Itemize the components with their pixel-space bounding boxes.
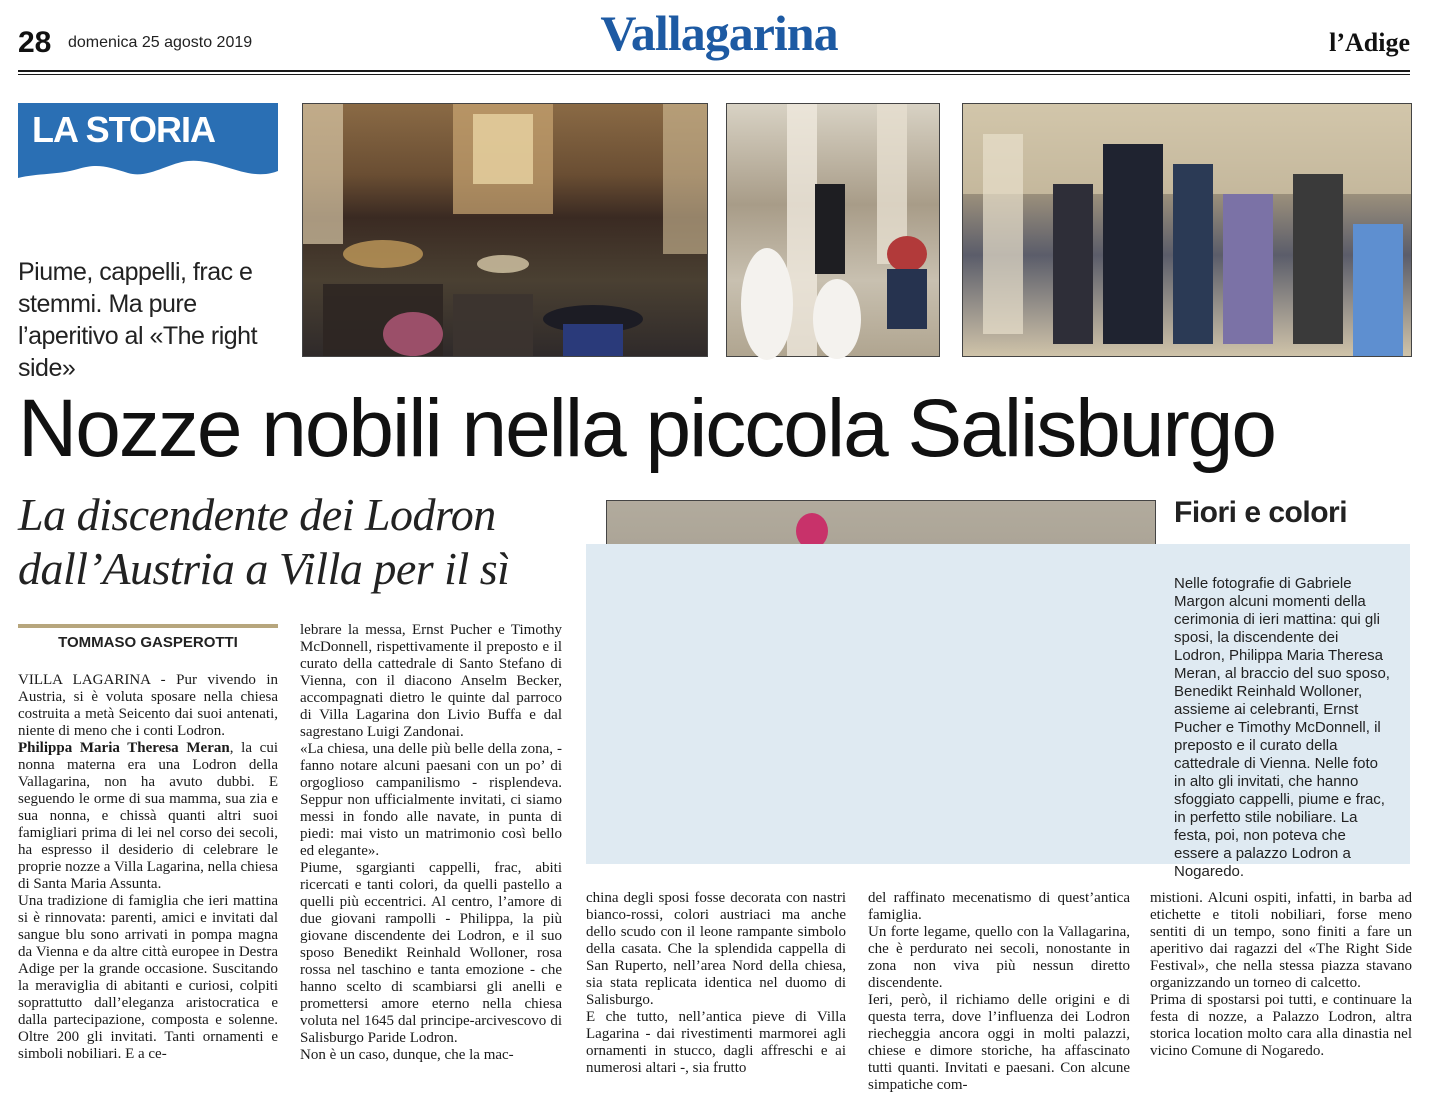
article-paragraph: E che tutto, nell’antica pieve di Villa Lagarina - dai rivestimenti marmorei agli ornamenti in stucco, dagli affreschi e ai numerosi altari -, sia frutto bbox=[586, 1009, 846, 1076]
headline: Nozze nobili nella piccola Salisburgo bbox=[18, 383, 1275, 474]
header-rule-thin bbox=[18, 74, 1410, 75]
article-paragraph: china degli sposi fosse decorata con nastri bianco-rossi, colori austriaci ma anche dello scudo con il leone rampante simbolo della casata. Che la splendida cappella di San Ruperto, nell’area Nord della chiesa, sia stata replicata identica nel duomo di Salisburgo. bbox=[586, 890, 846, 1008]
article-paragraph: Piume, sgargianti cappelli, frac, abiti ricercati e tanti colori, da quelli pastello a quelli più eccentrici. Al centro, l’amore di due giovani rampolli - Philippa, la più giovane discendente dei Lodron, e il suo sposo Benedikt Reinhald Wolloner, rosa rossa nel taschino e tanta emozione - che hanno scelto di scambiarsi gli anelli e promettersi amore eterno nella chiesa voluta nel 1645 dal principe-arcivescovo di Salisburgo Paride Lodron. bbox=[300, 860, 562, 1046]
article-column-3 bbox=[586, 890, 846, 1084]
publication-date: domenica 25 agosto 2019 bbox=[68, 34, 253, 51]
article-paragraph: lebrare la messa, Ernst Pucher e Timothy McDonnell, rispettivamente il preposto e il curato della cattedrale di Santo Stefano di Vienna, con il diacono Anselm Becker, accompagnati dietro le quinte dal parroco di Villa Lagarina don Livio Buffa e dal sagrestano Luigi Zandonai. bbox=[300, 622, 562, 740]
article-paragraph: Prima di spostarsi poi tutti, e continuare la festa di nozze, a Palazzo Lodron, altra storica location molto cara alla dinastia nel vicino Comune di Nogaredo. bbox=[1150, 992, 1412, 1059]
header-rule bbox=[18, 70, 1410, 72]
sidebar-title: Fiori e colori bbox=[1174, 496, 1348, 529]
article-column-4 bbox=[868, 890, 1130, 1093]
photo-church-guests bbox=[302, 103, 708, 357]
article-paragraph: mistioni. Alcuni ospiti, infatti, in barba ad etichette e titoli nobiliari, forse meno sentiti di un tempo, sono finiti a fare un aperitivo dai ragazzi del «The Right Side Festival», che nella stessa piazza stavano organizzando un torneo di calcetto. bbox=[1150, 890, 1412, 991]
newspaper-logo: l’Adige bbox=[1329, 28, 1410, 57]
article-paragraph: del raffinato mecenatismo di quest’antica famiglia. bbox=[868, 890, 1130, 923]
subheadline: La discendente dei Lodron dall’Austria a Villa per il sì bbox=[18, 489, 510, 594]
article-paragraph: «La chiesa, una delle più belle della zona, - fanno notare alcuni paesani con un po’ di orgoglioso campanilismo - risplendeva. Seppur non ufficialmente invitati, ci siamo messi in fondo alle navate, in punta di piedi: mai visto un matrimonio così bello ed elegante». bbox=[300, 741, 562, 859]
byline: TOMMASO GASPEROTTI bbox=[58, 634, 238, 651]
byline-rule bbox=[18, 624, 278, 628]
article-paragraph bbox=[18, 740, 278, 893]
article-paragraph: Ieri, però, il richiamo delle origini e di questa terra, dove l’influenza dei Lodron riecheggia ancora oggi in molti palazzi, chiese e dimore storiche, ha affascinato tutti quanti. Invitati e paesani. Con alcune simpatiche com- bbox=[868, 992, 1130, 1093]
bridesmaids-illustration bbox=[727, 104, 939, 356]
article-paragraph: Un forte legame, quello con la Vallagarina, che è perdurato nei secoli, nonostante in zona non viva più nessun diretto discendente. bbox=[868, 924, 1130, 991]
la-storia-box bbox=[18, 103, 278, 193]
article-column-2 bbox=[300, 622, 562, 1084]
kicker-text: Piume, cappelli, frac e stemmi. Ma pure l’aperitivo al «The right side» bbox=[18, 258, 258, 382]
paragraph-rest: , la cui nonna materna era una Lodron della Vallagarina, non ha avuto dubbi. E seguendo le orme di sua mamma, sua zia e sua nonna, e chissà quanti altri suoi famigliari prima di lei nel corso dei secoli, ha espresso il desiderio di celebrare le proprie nozze a Villa Lagarina, nella chiesa di Santa Maria Assunta. bbox=[18, 740, 278, 892]
photo-guests-square bbox=[962, 103, 1412, 357]
sidebar-caption: Nelle fotografie di Gabriele Margon alcuni momenti della cerimonia di ieri mattina: qui gli sposi, la discendente dei Lodron, Philippa Maria Theresa Meran, al braccio del suo sposo, Benedikt Reinhald Wolloner, assieme ai celebranti, Ernst Pucher e Timothy McDonnell, il preposto e il curato della cattedrale di Vienna. Nelle foto in alto gli invitati, che hanno sfoggiato cappelli, piume e frac, in perfetto stile nobiliare. La festa, poi, non poteva che essere a palazzo Lodron a Nogaredo. bbox=[1174, 575, 1390, 880]
section-title: Vallagarina bbox=[600, 5, 838, 61]
article-column-1 bbox=[18, 672, 278, 1084]
photo-bridesmaids bbox=[726, 103, 940, 357]
article-paragraph: VILLA LAGARINA - Pur vivendo in Austria, si è voluta sposare nella chiesa costruita a metà Seicento dai suoi antenati, niente di meno che i conti Lodron. bbox=[18, 672, 278, 739]
article-column-5 bbox=[1150, 890, 1412, 1084]
page-number: 28 bbox=[18, 26, 52, 59]
lead-name: Philippa Maria Theresa Meran bbox=[18, 740, 230, 756]
la-storia-label: LA STORIA bbox=[32, 109, 216, 150]
article-paragraph: Non è un caso, dunque, che la mac- bbox=[300, 1047, 514, 1063]
guests-square-illustration bbox=[963, 104, 1411, 356]
article-paragraph: Una tradizione di famiglia che ieri mattina si è rinnovata: parenti, amici e invitati dal sangue blu sono arrivati in pompa magna da Vienna e da altre città europee in Destra Adige per la grande occasione. Suscitando la meraviglia di abitanti e curiosi, colpiti soprattutto dall’eleganza aristocratica e dalla partecipazione, composta e solenne. Oltre 200 gli invitati. Tanti ornamenti e simboli nobiliari. E a ce- bbox=[18, 893, 278, 1062]
church-interior-illustration bbox=[303, 104, 707, 356]
